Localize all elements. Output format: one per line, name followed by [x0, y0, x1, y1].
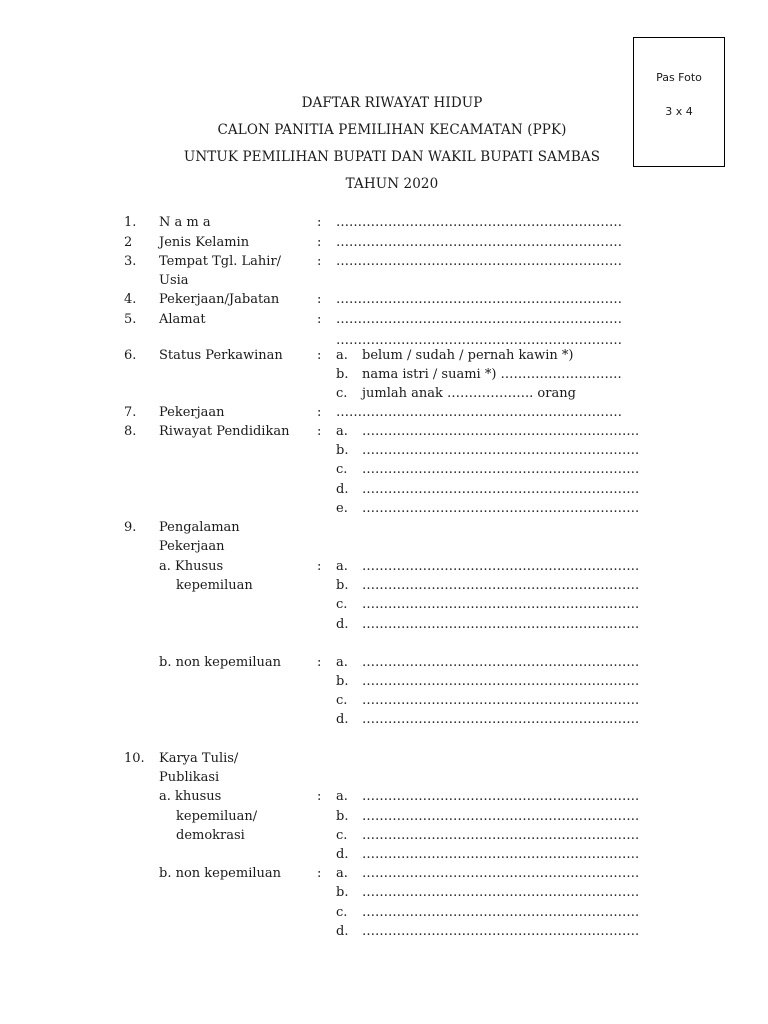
field-number: 1. [124, 215, 137, 230]
blank-karya-non-b[interactable]: ………………………………………………………. [362, 885, 640, 900]
field-label-karya-tulis: Karya Tulis/ [159, 751, 239, 766]
item-letter: a. [336, 789, 348, 804]
item-letter: c. [336, 597, 348, 612]
blank-tempat-tgl-lahir[interactable]: ………………………………………………………… [336, 254, 622, 269]
field-number: 2 [124, 235, 133, 250]
photo-label: Pas Foto [656, 71, 702, 84]
item-letter: d. [336, 482, 349, 497]
blank-pendidikan-a[interactable]: ………………………………………………………. [362, 424, 640, 439]
blank-karya-non-a[interactable]: ………………………………………………………. [362, 866, 640, 881]
colon: : [317, 235, 322, 250]
blank-pengalaman-khusus-d[interactable]: ………………………………………………………. [362, 617, 640, 632]
field-number: 5. [124, 312, 137, 327]
sub-label-non-kepemiluan: b. non kepemiluan [159, 655, 282, 670]
field-label-pekerjaan-cont: Pekerjaan [159, 539, 225, 554]
item-letter: b. [336, 367, 349, 382]
blank-pekerjaan[interactable]: ………………………………………………………… [336, 405, 622, 420]
colon: : [317, 405, 322, 420]
field-number: 8. [124, 424, 137, 439]
doc-subtitle-2: UNTUK PEMILIHAN BUPATI DAN WAKIL BUPATI SAMBAS [183, 149, 601, 165]
blank-pengalaman-non-a[interactable]: ………………………………………………………. [362, 655, 640, 670]
item-letter: c. [336, 386, 348, 401]
item-letter: a. [336, 424, 348, 439]
field-label-nama: N a m a [159, 215, 211, 230]
blank-jumlah-anak[interactable]: jumlah anak ……………….. orang [362, 386, 576, 401]
blank-karya-non-d[interactable]: ………………………………………………………. [362, 924, 640, 939]
colon: : [317, 254, 322, 269]
colon: : [317, 292, 322, 307]
field-label-jenis-kelamin: Jenis Kelamin [159, 235, 250, 250]
item-letter: b. [336, 809, 349, 824]
blank-pengalaman-non-c[interactable]: ………………………………………………………. [362, 693, 640, 708]
item-letter: b. [336, 443, 349, 458]
field-number: 6. [124, 348, 137, 363]
sub-label-demokrasi: demokrasi [176, 828, 245, 843]
colon: : [317, 312, 322, 327]
blank-pengalaman-non-b[interactable]: ………………………………………………………. [362, 674, 640, 689]
item-letter: c. [336, 905, 348, 920]
blank-pengalaman-khusus-b[interactable]: ………………………………………………………. [362, 578, 640, 593]
field-label-pekerjaan: Pekerjaan [159, 405, 225, 420]
item-letter: d. [336, 847, 349, 862]
item-letter: a. [336, 559, 348, 574]
sub-label-khusus: a. khusus [159, 789, 222, 804]
field-label-usia: Usia [159, 273, 189, 288]
item-letter: a. [336, 655, 348, 670]
field-number: 7. [124, 405, 137, 420]
blank-jenis-kelamin[interactable]: ………………………………………………………… [336, 235, 622, 250]
item-letter: c. [336, 828, 348, 843]
field-label-riwayat-pendidikan: Riwayat Pendidikan [159, 424, 290, 439]
colon: : [317, 348, 322, 363]
blank-karya-khusus-a[interactable]: ………………………………………………………. [362, 789, 640, 804]
item-letter: b. [336, 578, 349, 593]
sub-label-kepemiluan: kepemiluan [176, 578, 253, 593]
blank-pendidikan-e[interactable]: ………………………………………………………. [362, 501, 640, 516]
blank-pendidikan-d[interactable]: ………………………………………………………. [362, 482, 640, 497]
colon: : [317, 655, 322, 670]
sub-label-non-kepemiluan: b. non kepemiluan [159, 866, 282, 881]
sub-label-khusus: a. Khusus [159, 559, 224, 574]
blank-alamat-1[interactable]: ………………………………………………………… [336, 312, 622, 327]
field-label-publikasi: Publikasi [159, 770, 220, 785]
blank-alamat-2[interactable]: ………………………………………………………… [336, 333, 622, 348]
blank-pengalaman-khusus-a[interactable]: ………………………………………………………. [362, 559, 640, 574]
blank-nama-pasangan[interactable]: nama istri / suami *) ………………………. [362, 367, 622, 382]
field-label-tempat-tgl-lahir: Tempat Tgl. Lahir/ [159, 254, 282, 269]
item-letter: a. [336, 866, 348, 881]
blank-karya-khusus-c[interactable]: ………………………………………………………. [362, 828, 640, 843]
sub-label-kepemiluan: kepemiluan/ [176, 809, 258, 824]
blank-karya-non-c[interactable]: ………………………………………………………. [362, 905, 640, 920]
colon: : [317, 215, 322, 230]
item-letter: d. [336, 617, 349, 632]
colon: : [317, 866, 322, 881]
item-letter: e. [336, 501, 348, 516]
blank-pekerjaan-jabatan[interactable]: ………………………………………………………… [336, 292, 622, 307]
field-number: 3. [124, 254, 137, 269]
colon: : [317, 789, 322, 804]
blank-pengalaman-non-d[interactable]: ………………………………………………………. [362, 712, 640, 727]
blank-pendidikan-b[interactable]: ………………………………………………………. [362, 443, 640, 458]
item-letter: d. [336, 712, 349, 727]
field-label-pengalaman: Pengalaman [159, 520, 240, 535]
photo-size: 3 x 4 [665, 105, 693, 118]
doc-title: DAFTAR RIWAYAT HIDUP [301, 95, 483, 111]
item-letter: c. [336, 693, 348, 708]
field-number: 10. [124, 751, 145, 766]
option-status-perkawinan[interactable]: belum / sudah / pernah kawin *) [362, 348, 574, 363]
item-letter: b. [336, 674, 349, 689]
doc-year: TAHUN 2020 [345, 176, 439, 192]
item-letter: a. [336, 348, 348, 363]
field-label-alamat: Alamat [159, 312, 206, 327]
blank-karya-khusus-d[interactable]: ………………………………………………………. [362, 847, 640, 862]
blank-pengalaman-khusus-c[interactable]: ………………………………………………………. [362, 597, 640, 612]
item-letter: b. [336, 885, 349, 900]
item-letter: c. [336, 462, 348, 477]
field-number: 4. [124, 292, 137, 307]
doc-subtitle-1: CALON PANITIA PEMILIHAN KECAMATAN (PPK) [217, 122, 567, 138]
field-label-status-perkawinan: Status Perkawinan [159, 348, 283, 363]
colon: : [317, 559, 322, 574]
blank-karya-khusus-b[interactable]: ………………………………………………………. [362, 809, 640, 824]
field-number: 9. [124, 520, 137, 535]
blank-nama[interactable]: ………………………………………………………… [336, 215, 622, 230]
colon: : [317, 424, 322, 439]
blank-pendidikan-c[interactable]: ………………………………………………………. [362, 462, 640, 477]
field-label-pekerjaan-jabatan: Pekerjaan/Jabatan [159, 292, 280, 307]
item-letter: d. [336, 924, 349, 939]
